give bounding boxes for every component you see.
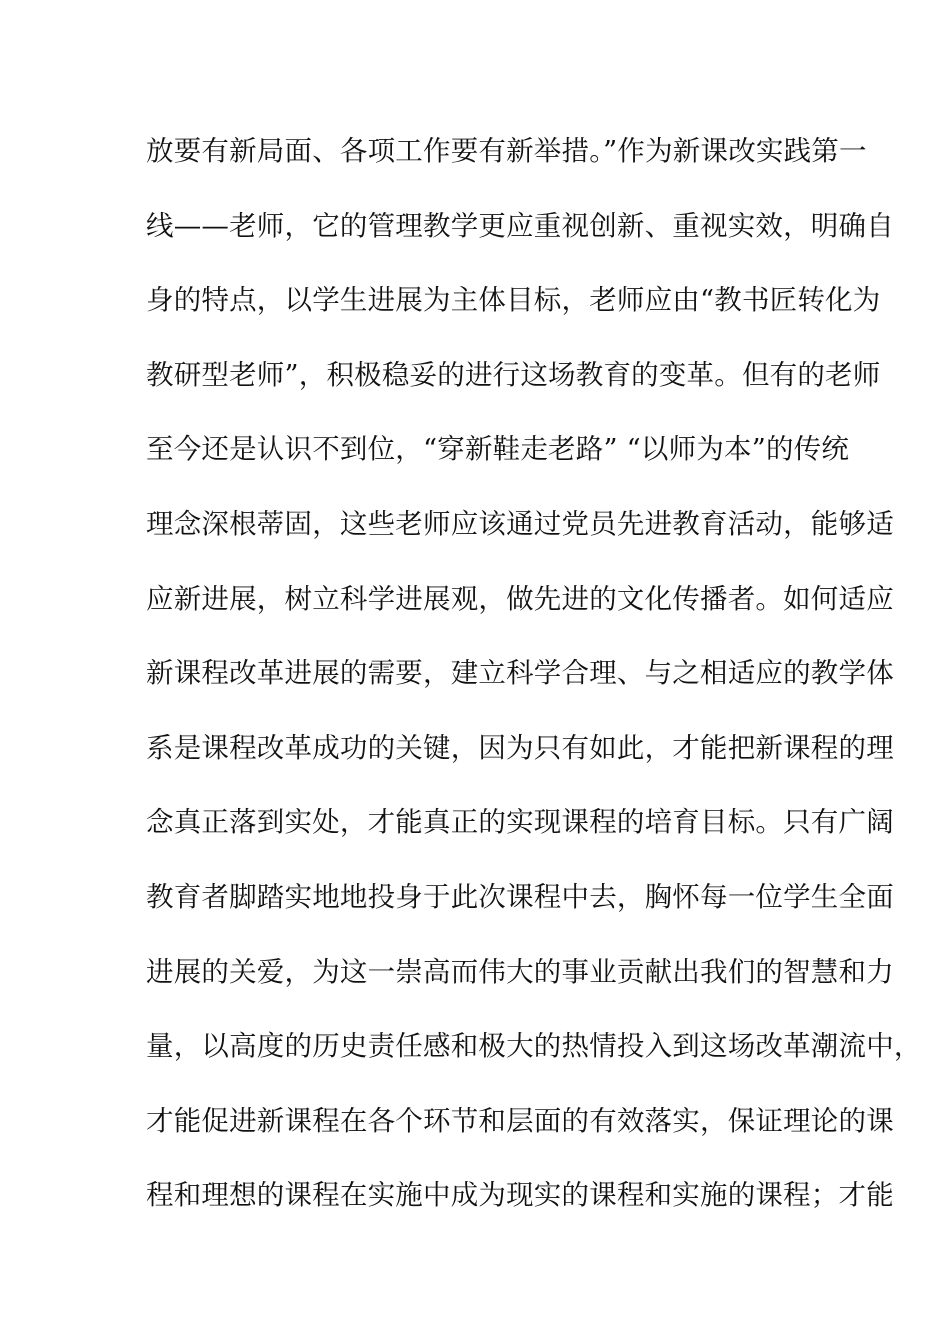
text-line: 才能促进新课程在各个环节和层面的有效落实，保证理论的课 <box>146 1104 894 1137</box>
text-line: 理念深根蒂固，这些老师应该通过党员先进教育活动，能够适 <box>146 507 894 540</box>
text-line: 量，以高度的历史责任感和极大的热情投入到这场改革潮流中， <box>146 1030 922 1063</box>
text-line: 新课程改革进展的需要，建立科学合理、与之相适应的教学体 <box>146 657 894 690</box>
text-line: 进展的关爱，为这一崇高而伟大的事业贡献出我们的智慧和力 <box>146 955 894 988</box>
text-line: 应新进展，树立科学进展观，做先进的文化传播者。如何适应 <box>146 582 894 615</box>
text-line: 教育者脚踏实地地投身于此次课程中去，胸怀每一位学生全面 <box>146 880 894 913</box>
text-line: 至今还是认识不到位，“穿新鞋走老路” “以师为本”的传统 <box>146 433 850 466</box>
text-line: 教研型老师”，积极稳妥的进行这场教育的变革。但有的老师 <box>146 358 881 391</box>
body-text <box>146 131 922 1250</box>
text-line: 线——老师，它的管理教学更应重视创新、重视实效，明确自 <box>146 209 894 242</box>
text-line: 念真正落到实处，才能真正的实现课程的培育目标。只有广阔 <box>146 806 894 839</box>
text-line: 系是课程改革成功的关键，因为只有如此，才能把新课程的理 <box>146 731 894 764</box>
text-line: 放要有新局面、各项工作要有新举措。”作为新课改实践第一 <box>146 135 867 167</box>
text-line: 身的特点，以学生进展为主体目标，老师应由“教书匠转化为 <box>146 284 881 317</box>
text-line: 程和理想的课程在实施中成为现实的课程和实施的课程；才能 <box>146 1179 894 1212</box>
